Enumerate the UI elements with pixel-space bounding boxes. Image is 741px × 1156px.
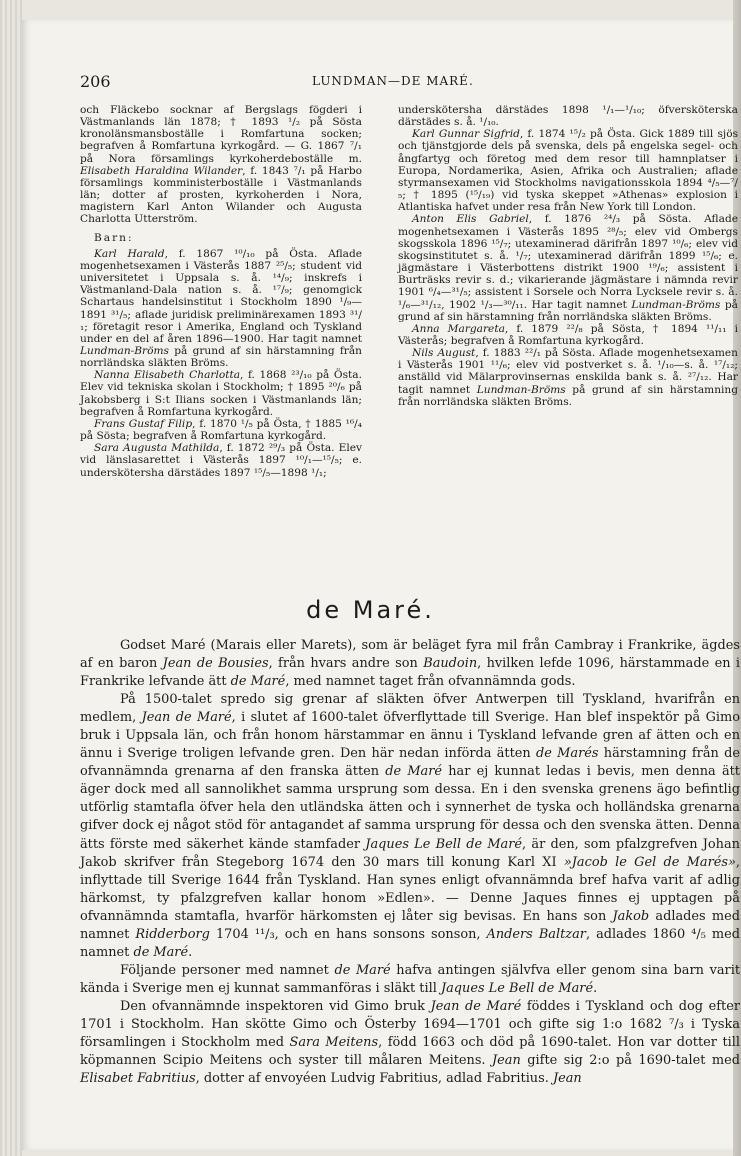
right-column — [398, 104, 738, 408]
entry-karl-gunnar: Karl Gunnar Sigfrid, f. 1874 ¹⁵/₂ på Östa. Gick 1889 till sjös och tjänstgjorde dels på svenska, dels på engelska segel- och ångfartyg och företog med dem resor till hamnplatser i Europa, Nordamerika, Asien, Afrika och Australien; aflade styrmansexamen vid Stockholms navigationsskola 1894 ⁴/₅—⁷/₅; † 1895 (¹⁵/₁₉) vid tyska skeppet »Athenas» explosion i Atlantiska hafvet under resa från New York till London. — [398, 128, 739, 214]
left-column — [80, 104, 362, 479]
children-heading: Barn: — [94, 231, 134, 244]
entry-sara: Sara Augusta Mathilda, f. 1872 ²⁹/₃ på Östa. Elev vid länslasarettet i Västerås 1897 ¹⁰/₁—¹⁵/₅; e. underskötersha därstädes 1897 ¹⁵/₅—1898 ¹/₁; — [80, 442, 362, 479]
main-text — [80, 637, 740, 1088]
section-title: de Maré. — [306, 596, 435, 624]
paragraph: På 1500-talet spredo sig grenar af släkten öfver Antwerpen till Tyskland, hvarifrån en medlem, Jean de Maré, i slutet af 1600-talet öfverflyttade till Sverige. Han blef inspektör på Gimo bruk i Uppsala län, och från honom härstammar en ännu i Tyskland lefvande gren af ätten och en ännu i Sverige troligen lefvande gren. Den här nedan införda ätten de Marés härstamning från de ofvannämnda grenarna af den franska ätten de Maré har ej kunnat ledas i bevis, men denna ätt äger dock med all sannolikhet samma ursprung som dessa. En i den svenska grenens ägo befintlig utförlig stamtafla öfver hela den utländska ätten och i synnerhet de tyska och holländska grenarna gifver dock ej något stöd för antagandet af samma ursprung för dessa och den svenska ätten. Denna ätts förste med säkerhet kände stamfader Jaques Le Bell de Maré, är den, som pfalzgrefven Johan Jakob skrifver från Stegeborg 1674 den 30 mars till konung Karl XI »Jacob le Gel de Marés», inflyttade till Sverige 1644 från Tyskland. Han synes enligt ofvannämnda bref hafva varit af adlig härkomst, ty pfalzgrefven kallar honom »Edlen». — Denne Jaques finnes ej upptagen på ofvannämnda stamtafla, hvarför härkomsten ej låter sig bevisas. En hans son Jakob adlades med namnet Ridderborg 1704 ¹¹/₃, och en hans sonsons sonson, Anders Baltzar, adlades 1860 ⁴/₅ med namnet de Maré. — [80, 692, 740, 960]
paragraph: Följande personer med namnet de Maré hafva antingen självfva eller genom sina barn varit kända i Sverige men ej kunnat sammanföras i släkt till Jaques Le Bell de Maré. — [80, 962, 740, 996]
running-title: LUNDMAN—DE MARÉ. — [312, 74, 474, 88]
book-binding — [0, 0, 22, 1156]
entry-anna: Anna Margareta, f. 1879 ²²/₈ på Sösta, † 1894 ¹¹/₁₁ i Västerås; begrafven å Romfartuna kyrkogård. — [398, 322, 738, 347]
entry-frans: Frans Gustaf Filip, f. 1870 ¹/₅ på Östa, † 1885 ¹⁶/₄ på Sösta; begrafven å Romfartuna kyrkogård. — [80, 417, 362, 443]
paragraph: och Fläckebo socknar af Bergslags fögderi i Västmanlands län 1878; † 1893 ¹/₂ på Sösta kronolänsmansboställe i Romfartuna socken; begrafven å Romfartuna kyrkogård. — G. 1867 ⁷/₁ på Nora församlings kyrkoherdeboställe m. Elisabeth Haraldina Wilander, f. 1843 ⁷/₁ på Harbo församlings komministerboställe i Västmanlands län; dotter af prosten, kyrkoherden i Nora, magistern Karl Anton Wilander och Augusta Charlotta Utterström. — [80, 104, 362, 226]
page-number: 206 — [80, 72, 111, 91]
page-header — [80, 72, 740, 92]
paragraph: Godset Maré (Marais eller Marets), som är beläget fyra mil från Cambray i Frankrike, ägdes af en baron Jean de Bousies, från hvars andre son Baudoin, hvilken lefde 1096, härstammade en i Frankrike lefvande ätt de Maré, med namnet taget från ofvannämnda gods. — [80, 638, 740, 690]
paragraph: underskötersha därstädes 1898 ¹/₁—¹/₁₀; öfversköterska därstädes s. å. ¹/₁₀. — [398, 104, 738, 129]
paragraph: Den ofvannämnde inspektoren vid Gimo bruk Jean de Maré föddes i Tyskland och dog efter 1701 i Stockholm. Han skötte Gimo och Österby 1694—1701 och gifte sig 1:o 1682 ⁷/₃ i Tyska församlingen i Stockholm med Sara Meitens, född 1663 och död på 1690-talet. Hon var dotter till köpmannen Scipio Meitens och syster till målaren Meitens. Jean gifte sig 2:o på 1690-talet med Elisabet Fabritius, dotter af envoyéen Ludvig Fabritius, adlad Fabritius. Jean — [80, 998, 740, 1087]
entry-nanna: Nanna Elisabeth Charlotta, f. 1868 ²³/₁₀ på Östa. Elev vid tekniska skolan i Stockholm; † 1895 ²⁰/₆ på Jakobsberg i S:t Ilians socken i Västmanlands län; begrafven å Romfartuna kyrkogård. — [80, 369, 362, 418]
entry-anton: Anton Elis Gabriel, f. 1876 ²⁴/₃ på Sösta. Aflade mogenhetsexamen i Västerås 1895 ²⁸/₅; elev vid Ombergs skogsskola 1896 ¹⁵/₇; utexaminerad därifrån 1897 ¹⁰/₆; elev vid skogsinstitutet s. å. ¹/₇; utexaminerad därifrån 1899 ¹⁵/₆; e. jägmästare i Västerbottens distrikt 1900 ¹⁹/₆; assistent i Burträsks revir s. d.; vikarierande jägmästare i nämnda revir 1901 ⁶/₄—³¹/₅; assistent i Sorsele och Norra Lycksele revir s. å. ¹/₆—³¹/₁₂, 1902 ¹/₃—³⁰/₁₁. Har tagit namnet Lundman-Bröms på grund af sin härstamning från norrländska släkten Bröms. — [398, 213, 738, 323]
entry-karl-harald: Karl Harald, f. 1867 ¹⁰/₁₀ på Östa. Aflade mogenhetsexamen i Västerås 1887 ²⁵/₅; student vid universitetet i Uppsala s. å. ¹⁴/₉; inskrefs i Västmanland-Dala nation s. å. ¹⁷/₉; genomgick Schartaus handelsinstitut i Stockholm 1890 ¹/₉—1891 ³¹/₅; aflade juridisk preliminärexamen 1893 ³¹/₁; företagit resor i Amerika, England och Tyskland under en del af åren 1896—1900. Har tagit namnet Lundman-Bröms på grund af sin härstamning från norrländska släkten Bröms. — [80, 247, 363, 370]
entry-nils: Nils August, f. 1883 ²²/₁ på Sösta. Aflade mogenhetsexamen i Västerås 1901 ¹¹/₆; elev vid postverket s. å. ¹/₁₀—s. å. ¹⁷/₁₂; anställd vid Mälarprovinsernas enskilda bank s. å. ²⁷/₁₂. Har tagit namnet Lundman-Bröms på grund af sin härstamning från norrländska släkten Bröms. — [398, 347, 739, 408]
